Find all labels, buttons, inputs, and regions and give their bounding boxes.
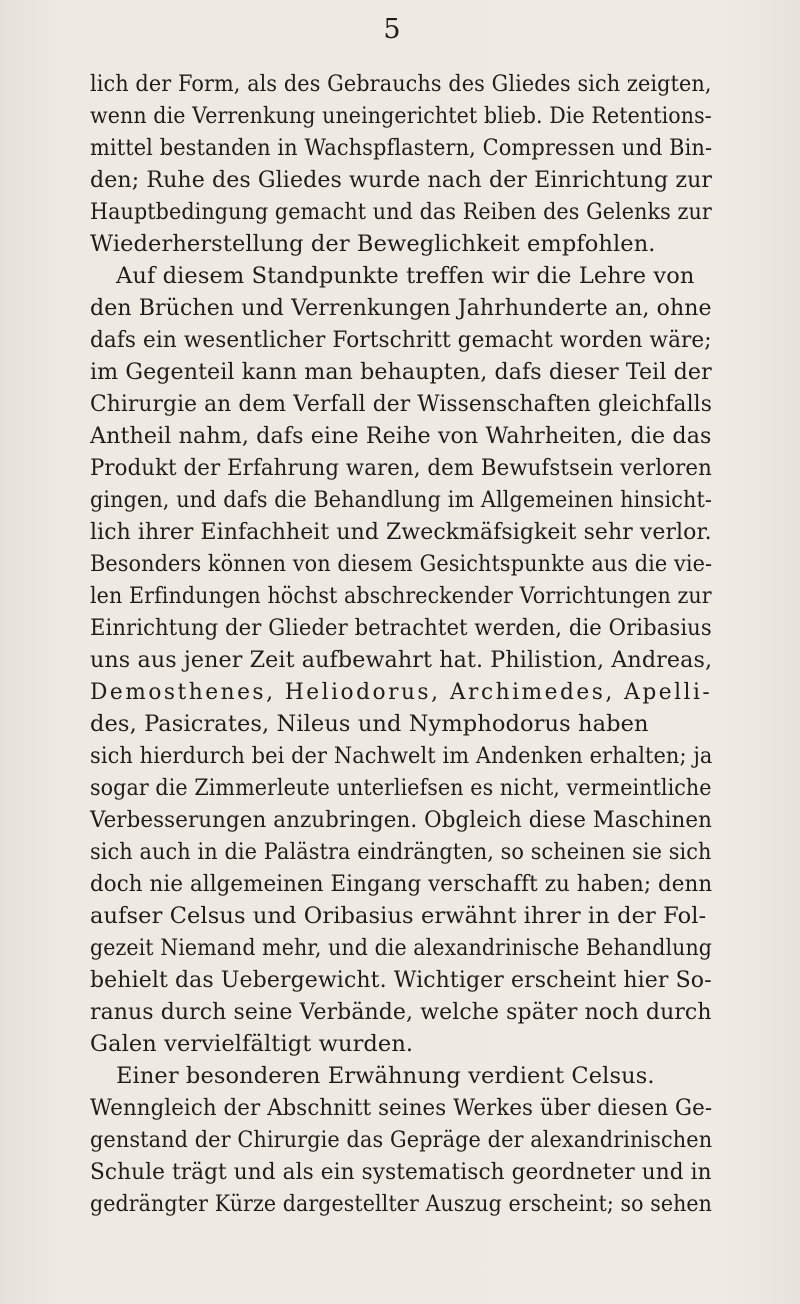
text-line: Wiederherstellung der Beweglichkeit empfohlen. <box>90 231 656 257</box>
text-line: lich der Form, als des Gebrauchs des Gliedes sich zeigten, <box>90 71 712 97</box>
text-line: Chirurgie an dem Verfall der Wissenschaften gleichfalls <box>90 391 712 417</box>
text-line: uns aus jener Zeit aufbewahrt hat. Philistion, Andreas, <box>90 647 713 673</box>
text-line: Antheil nahm, dafs eine Reihe von Wahrheiten, die das <box>90 423 712 449</box>
text-line: len Erfindungen höchst abschreckender Vorrichtungen zur <box>90 583 712 609</box>
text-line: den; Ruhe des Gliedes wurde nach der Einrichtung zur <box>90 167 713 193</box>
text-line: Schule trägt und als ein systematisch geordneter und in <box>90 1159 712 1185</box>
text-line: dafs ein wesentlicher Fortschritt gemacht worden wäre; <box>90 327 712 353</box>
text-line: den Brüchen und Verrenkungen Jahrhunderte an, ohne <box>90 295 712 321</box>
text-line: sogar die Zimmerleute unterliefsen es nicht, vermeintliche <box>90 775 712 801</box>
text-line: Einrichtung der Glieder betrachtet werden, die Oribasius <box>90 615 712 641</box>
text-line: genstand der Chirurgie das Gepräge der alexandrinischen <box>90 1127 713 1153</box>
text-line: mittel bestanden in Wachspflastern, Compressen und Bin- <box>90 135 713 161</box>
text-line: Produkt der Erfahrung waren, dem Bewufstsein verloren <box>90 455 712 481</box>
text-line: gezeit Niemand mehr, und die alexandrinische Behandlung <box>90 935 712 961</box>
text-line: Einer besonderen Erwähnung verdient Celsus. <box>116 1063 655 1089</box>
text-line: behielt das Uebergewicht. Wichtiger erscheint hier So- <box>90 967 712 993</box>
text-line: ranus durch seine Verbände, welche später noch durch <box>90 999 712 1025</box>
text-line: doch nie allgemeinen Eingang verschafft zu haben; denn <box>90 871 713 897</box>
page-number: 5 <box>383 14 401 45</box>
text-line: Demosthenes, Heliodorus, Archimedes, Apelli- <box>90 679 713 705</box>
text-line: Hauptbedingung gemacht und das Reiben des Gelenks zur <box>90 199 712 225</box>
text-line: Wenngleich der Abschnitt seines Werkes über diesen Ge- <box>90 1095 713 1121</box>
text-line: des, Pasicrates, Nileus und Nymphodorus haben <box>90 711 649 737</box>
text-line: Besonders können von diesem Gesichtspunkte aus die vie- <box>90 551 713 577</box>
text-line: gingen, und dafs die Behandlung im Allgemeinen hinsicht- <box>90 487 712 513</box>
text-line: wenn die Verrenkung uneingerichtet blieb. Die Retentions- <box>90 103 712 129</box>
text-line: Galen vervielfältigt wurden. <box>90 1031 414 1057</box>
text-line: aufser Celsus und Oribasius erwähnt ihrer in der Fol- <box>90 903 707 929</box>
text-line: sich auch in die Palästra eindrängten, so scheinen sie sich <box>90 839 712 865</box>
text-line: Verbesserungen anzubringen. Obgleich diese Maschinen <box>90 807 713 833</box>
text-line: Auf diesem Standpunkte treffen wir die Lehre von <box>116 263 695 289</box>
text-line: im Gegenteil kann man behaupten, dafs dieser Teil der <box>90 359 712 385</box>
text-line: sich hierdurch bei der Nachwelt im Andenken erhalten; ja <box>90 743 713 769</box>
text-line: gedrängter Kürze dargestellter Auszug erscheint; so sehen <box>90 1191 712 1217</box>
text-line: lich ihrer Einfachheit und Zweckmäfsigkeit sehr verlor. <box>90 519 712 545</box>
